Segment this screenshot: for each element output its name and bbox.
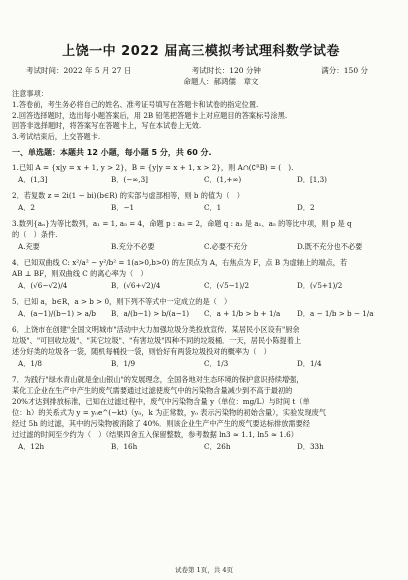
notes-item-1: 1.答卷前，考生务必将自己的姓名、准考证号填写在答题卡和试卷的指定位置. [12,99,259,109]
exam-info [12,65,390,87]
option: B．a/(b−1) > b/(a−1) [111,308,190,318]
option: C．(√5−1)/2 [204,280,250,290]
option: A.充要 [18,241,40,251]
exam-duration: 考试时长：120 分钟 [191,66,261,75]
option: C．1/3 [204,358,229,368]
question-3-line-1: 3.数列{aₙ}为等比数列，a₁ = 1, a₅ = 4，命题 p : a₃ = 2，命题 q : a₃ 是 a₁、a₅ 的等比中项，则 p 是 q [12,218,352,228]
option: C．a + 1/b > b + 1/a [204,308,281,318]
option: B．(−∞,3] [111,174,148,184]
question-3-line-2: 的（ ）条件. [12,229,58,239]
option: D．a − 1/b > b − 1/a [297,308,374,318]
question-3 [12,218,390,240]
exam-date: 考试时间：2022 年 5 月 27 日 [26,66,132,75]
question-7-line-5: 经过 5h 的过滤，其中的污染物被消除了 40%．则该企业生产中产生的废气要达标排放需要经 [12,418,310,428]
question-4-options [12,279,390,293]
notes-item-2a: 2.回答选择题时，选出每小题答案后，用 2B 铅笔把答题卡上对应题目的答案标号涂黑. [12,110,288,120]
option: D．1/4 [297,358,322,368]
option: B.充分不必要 [111,241,155,251]
question-7-line-6: 过过滤的时间至少约为（ ）（结果四舍五入保留整数，参考数据 ln3 ≈ 1.1, ln5 ≈ 1.6） [12,429,298,439]
exam-title: 上饶一中 2022 届高三模拟考试理科数学试卷 [62,44,340,59]
question-4-line-2: AB ⊥ BF，则双曲线 C 的离心率为（ ） [12,268,148,278]
option: D．(√5+1)/2 [297,280,343,290]
question-6 [12,324,390,357]
option: C．26h [204,441,231,451]
question-6-line-1: 6．上饶市在创建"全国文明城市"活动中大力加强垃圾分类投放宣传．某居民小区设有"厨余 [12,324,300,334]
question-1-options [12,173,390,187]
question-7-line-2: 某化工企业在生产中产生的废气需要通过过滤使废气中的污染物含量减少到不高于最初的 [12,385,293,395]
option: D．2 [297,202,315,212]
option: B．1/9 [111,358,136,368]
question-2: 2．若复数 z = 2i(1 − bi)(b∈R) 的实部与虚部相等，则 b 的值为（ ） [12,190,244,200]
notes [12,89,390,143]
question-7-options [12,440,390,454]
option: A．(a−1)/(b−1) > a/b [18,308,96,318]
option: B．16h [111,441,138,451]
page-footer: 试卷第 1页，共 4页 [175,566,233,574]
question-4-line-1: 4．已知双曲线 C: x²/a² − y²/b² = 1(a>0,b>0) 的左顶点为 A，右焦点为 F，点 B 为虚轴上的端点，若 [12,257,348,267]
option: B．−1 [111,202,135,212]
question-6-options [12,357,390,371]
question-7-line-4: 位：h）的关系式为 y = y₀e^(−kt)（y₀，k 为正常数，y₀ 表示污染物的初始含量），实验发现废气 [12,407,327,417]
notes-heading: 注意事项： [12,89,48,98]
notes-item-3: 3.考试结束后，上交答题卡. [12,132,101,142]
exam-score: 满分：150 分 [321,66,368,75]
option: A．1/8 [18,358,42,368]
option: C．(1,+∞) [204,174,242,184]
exam-authors: 命题人：郝鸿儒 章文 [183,77,259,86]
question-6-line-2: 垃圾"、"可回收垃圾"、"其它垃圾"、"有害垃圾"四种不同的垃圾桶．一天，居民小陈提着上 [12,335,302,345]
option: A．(1,3] [18,174,48,184]
section-heading: 一、单选题：本题共 12 小题，每小题 5 分，共 60 分. [12,147,212,157]
option: B．(√6+√2)/4 [111,280,161,290]
option: A．(√6−√2)/4 [18,280,68,290]
option: D.既不充分也不必要 [297,241,363,251]
notes-item-2b: 回答非选择题时，将答案写在答题卡上，写在本试卷上无效. [12,121,202,131]
question-6-line-3: 述分好类的垃圾各一袋，随机每桶投一袋，则恰好有两袋垃圾投对的概率为（ ） [12,346,271,356]
question-4 [12,257,390,279]
option: D．33h [297,441,324,451]
question-7-line-1: 7．为践行"绿水青山就是金山银山"的发展理念，全国各地对生态环境的保护意识持续增强， [12,374,304,384]
option: D．[1,3) [297,174,327,184]
question-3-options [12,240,390,254]
question-7-line-3: 20%才达到排放标准，已知在过滤过程中，废气中污染物含量 y（单位：mg/L）与时间 t（单 [12,396,310,406]
question-1: 1.已知 A = {x|y = x + 1, y > 2}，B = {y|y = x + 1, x > 2}，则 A∩(∁ᴿB) = ( ). [12,162,294,172]
question-7 [12,374,390,440]
question-5: 5．已知 a，b∈R，a > b > 0，则下列不等式中一定成立的是（ ） [12,296,232,306]
option: A．12h [18,441,45,451]
option: C．1 [204,202,222,212]
option: A．2 [18,202,35,212]
option: C.必要不充分 [204,241,248,251]
question-5-options [12,307,390,321]
question-2-options [12,201,390,215]
